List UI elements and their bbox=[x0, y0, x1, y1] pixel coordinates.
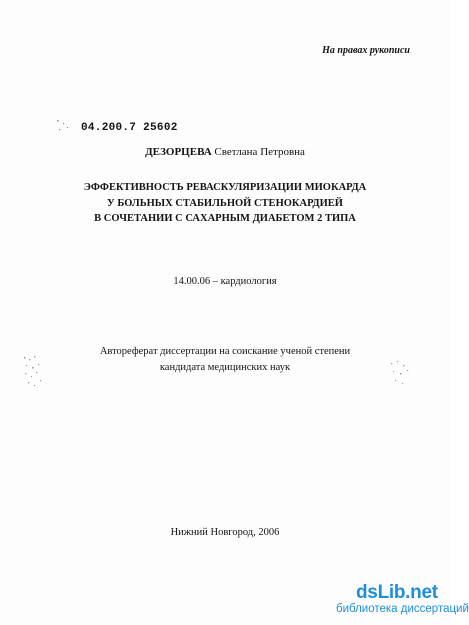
scan-artifact-top-icon bbox=[55, 118, 75, 136]
title-line: ЭФФЕКТИВНОСТЬ РЕВАСКУЛЯРИЗАЦИИ МИОКАРДА bbox=[83, 182, 367, 193]
scan-artifact-left-icon bbox=[22, 355, 52, 395]
title-line: В СОЧЕТАНИИ С САХАРНЫМ ДИАБЕТОМ 2 ТИПА bbox=[94, 213, 356, 224]
dissertation-title bbox=[70, 180, 380, 227]
place-and-year: Нижний Новгород, 2006 bbox=[170, 527, 280, 538]
abstract-line: кандидата медицинских наук bbox=[159, 362, 291, 373]
abstract-description bbox=[60, 344, 390, 376]
watermark-logo: dsLib.net bbox=[356, 582, 438, 603]
author-last-name: ДЕЗОРЦЕВА bbox=[145, 146, 212, 158]
scan-artifact-right-icon bbox=[388, 360, 418, 395]
title-line: У БОЛЬНЫХ СТАБИЛЬНОЙ СТЕНОКАРДИЕЙ bbox=[107, 197, 343, 209]
specialty-code: 14.00.06 – кардиология bbox=[173, 276, 277, 287]
abstract-line: Автореферат диссертации на соискание ученой степени bbox=[99, 346, 351, 357]
author-first-names: Светлана Петровна bbox=[214, 146, 305, 158]
rights-notice: На правах рукописи bbox=[322, 45, 410, 56]
watermark-subtitle: библиотека диссертаций bbox=[336, 603, 469, 615]
author-name bbox=[100, 146, 350, 158]
archive-stamp-number: 04.200.7 25602 bbox=[81, 122, 178, 134]
